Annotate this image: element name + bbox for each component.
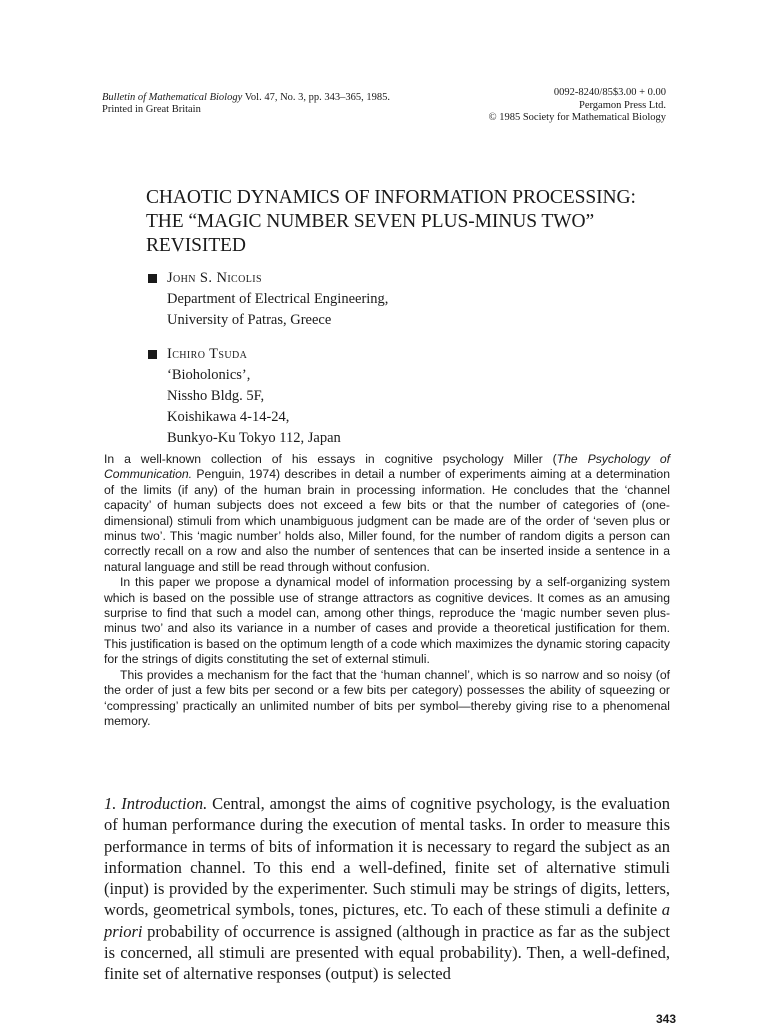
abstract-paragraph: In this paper we propose a dynamical model of information processing by a self-organizing system which is based on the possible use of strange attractors as cognitive devices. It comes as an amusing surprise to find that such a model can, among other things, reproduce the ‘magic number seven plus-minus two’ and also its variance in a number of cases and provide a theoretical justification for them. This justification is based on the optimum length of a code which maximizes the dynamic storing capacity for the strings of digits constituting the set of external stimuli. <box>104 575 670 667</box>
paper-title <box>146 186 706 258</box>
square-bullet-icon <box>148 350 157 359</box>
abstract-text: Penguin, 1974) describes in detail a number of experiments aiming at a determination of the limits (if any) of the human brain in processing information. He concludes that the ‘channel capacity’ of human subjects does not exceed a few bits or that the number of categories of (one-dimensional) stimuli from which unambiguous judgment can be made are of the order of ‘seven plus or minus two’. This ‘magic number’ holds also, Miller found, for the number of random digits a person can correctly recall on a row and also the number of sentences that can be inserted inside a sentence in a natural language and still be read through without confusion. <box>104 467 670 574</box>
author-affiliation: University of Patras, Greece <box>167 312 332 328</box>
italic-term: a priori <box>104 900 670 941</box>
square-bullet-icon <box>148 274 157 283</box>
title-line: CHAOTIC DYNAMICS OF INFORMATION PROCESSING: <box>146 187 636 208</box>
issn-line: 0092-8240/85$3.00 + 0.00 <box>553 87 666 98</box>
publisher-header <box>489 87 666 125</box>
abstract-paragraph <box>104 452 670 575</box>
author-affiliation: Nissho Bldg. 5F, <box>167 388 265 404</box>
journal-name: Bulletin of Mathematical Biology <box>102 92 243 103</box>
copyright-line: © 1985 Society for Mathematical Biology <box>488 112 666 123</box>
abstract <box>104 452 670 729</box>
author-name: John S. Nicolis <box>167 270 262 286</box>
author-affiliation: Bunkyo-Ku Tokyo 112, Japan <box>167 430 341 446</box>
section-heading: 1. Introduction. <box>104 794 208 813</box>
body-text <box>104 793 670 985</box>
author-affiliation: Koishikawa 4-14-24, <box>167 409 290 425</box>
author-block <box>148 344 341 449</box>
author-name: Ichiro Tsuda <box>167 346 248 362</box>
body-text-run: probability of occurrence is assigned (although in practice as far as the subject is concerned, all stimuli are presented with equal probability). Then, a well-defined, finite set of alternative responses (output) is selected <box>104 921 670 984</box>
author-block <box>148 268 388 331</box>
journal-volume: Vol. 47, No. 3, pp. 343–365, 1985. <box>242 92 391 103</box>
printed-in: Printed in Great Britain <box>102 104 201 115</box>
abstract-paragraph: This provides a mechanism for the fact that the ‘human channel’, which is so narrow and so noisy (of the order of just a few bits per second or a few bits per category) possesses the ability of squeezing or ‘compressing’ practically an unlimited number of bits per symbol—thereby giving rise to a phenomenal memory. <box>104 667 670 728</box>
title-line: THE “MAGIC NUMBER SEVEN PLUS-MINUS TWO” <box>146 211 595 232</box>
author-affiliation: ‘Bioholonics’, <box>167 367 251 383</box>
body-text-run: Central, amongst the aims of cognitive psychology, is the evaluation of human performance during the execution of mental tasks. In order to measure this performance in terms of bits of information it is necessary to regard the subject as an information channel. To this end a well-defined, finite set of alternative stimuli (input) is provided by the experimenter. Such stimuli may be strings of digits, letters, words, geometrical symbols, tones, pictures, etc. To each of these stimuli a definite <box>104 794 670 920</box>
page-number: 343 <box>655 1012 676 1026</box>
publisher-line: Pergamon Press Ltd. <box>578 99 666 111</box>
journal-header <box>102 92 390 116</box>
abstract-text: In a well-known collection of his essays in cognitive psychology Miller ( <box>104 452 557 466</box>
body-paragraph <box>104 793 670 985</box>
title-line: REVISITED <box>146 235 246 256</box>
cited-book-title: The Psychology of Communication. <box>104 452 671 482</box>
journal-citation <box>102 92 390 104</box>
author-affiliation: Department of Electrical Engineering, <box>167 291 389 307</box>
